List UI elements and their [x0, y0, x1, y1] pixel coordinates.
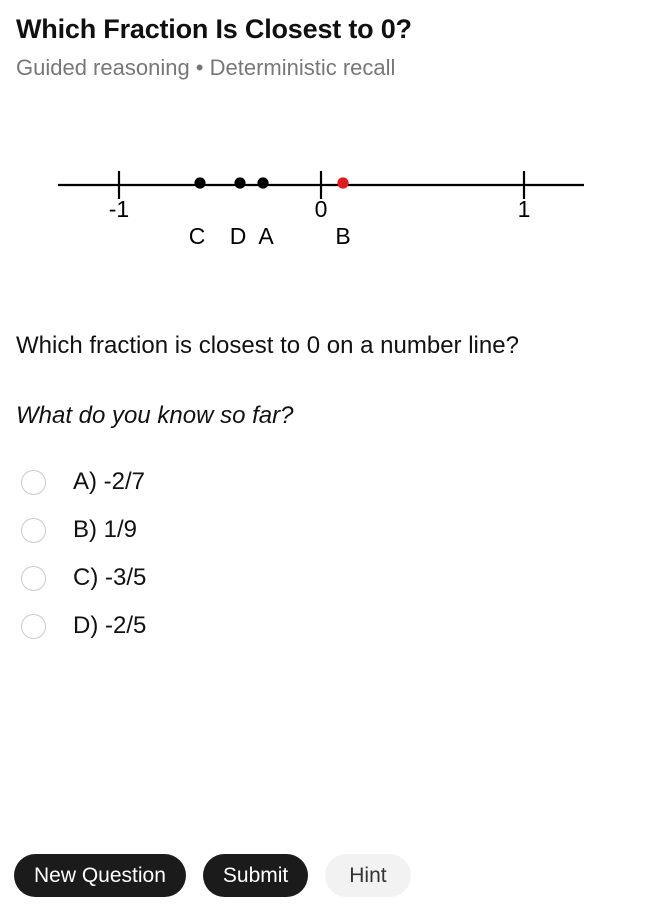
page-title: Which Fraction Is Closest to 0? — [16, 14, 412, 44]
number-line-svg — [16, 155, 596, 265]
number-line-figure — [16, 155, 629, 305]
tick-label-minus-one: -1 — [108, 196, 130, 223]
point-label-d: D — [229, 223, 247, 250]
option-c[interactable] — [16, 554, 629, 602]
option-label-a: A) -2/7 — [73, 468, 146, 496]
hint-button[interactable]: Hint — [325, 854, 410, 897]
new-question-button[interactable]: New Question — [14, 854, 186, 897]
question-prompt: Which fraction is closest to 0 on a number line? — [16, 332, 519, 360]
action-buttons — [14, 854, 411, 897]
option-d[interactable] — [16, 602, 629, 650]
submit-button[interactable]: Submit — [203, 854, 308, 897]
page-subtitle: Guided reasoning • Deterministic recall — [16, 55, 396, 81]
answer-options — [16, 458, 629, 650]
reflection-prompt: What do you know so far? — [16, 402, 294, 430]
radio-icon-c[interactable] — [21, 566, 46, 591]
point-label-a: A — [258, 223, 274, 250]
point-label-b: B — [335, 223, 351, 250]
radio-icon-b[interactable] — [21, 518, 46, 543]
radio-icon-d[interactable] — [21, 614, 46, 639]
option-label-b: B) 1/9 — [73, 516, 138, 544]
point-a — [257, 178, 268, 189]
option-label-c: C) -3/5 — [73, 564, 147, 592]
point-b — [337, 178, 348, 189]
tick-label-zero: 0 — [314, 196, 328, 223]
point-c — [194, 178, 205, 189]
option-label-d: D) -2/5 — [73, 612, 147, 640]
radio-icon-a[interactable] — [21, 470, 46, 495]
point-d — [234, 178, 245, 189]
tick-label-one: 1 — [517, 196, 531, 223]
option-a[interactable] — [16, 458, 629, 506]
option-b[interactable] — [16, 506, 629, 554]
point-label-c: C — [188, 223, 206, 250]
